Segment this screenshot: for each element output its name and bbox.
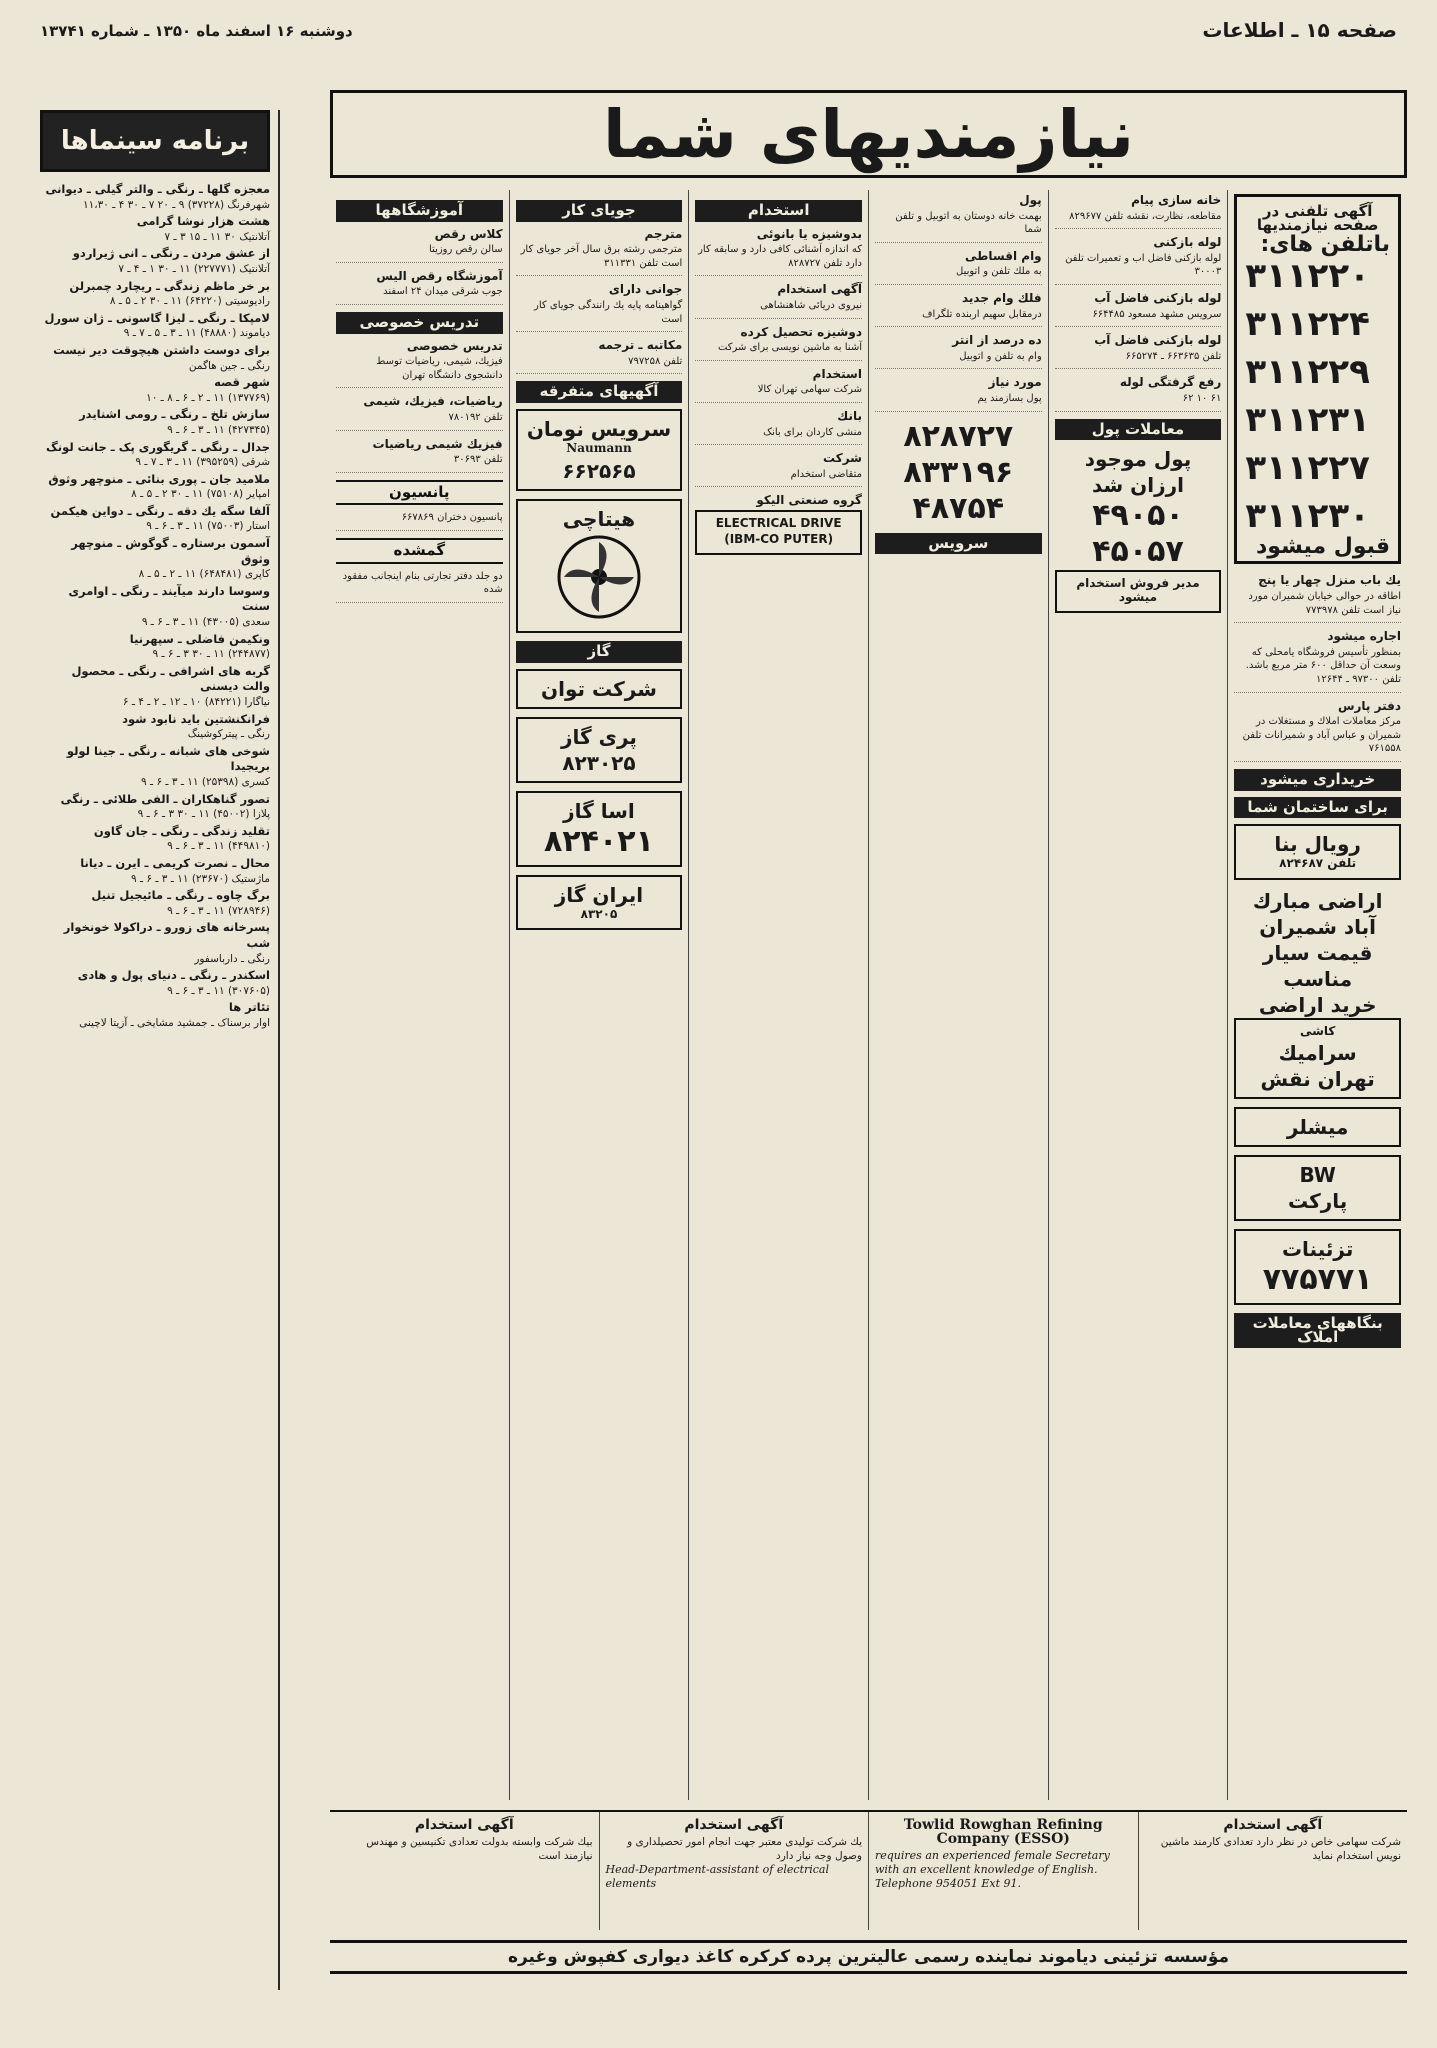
- col3-ads: [875, 194, 1042, 412]
- classified-ad-title: دفتر پارس: [1337, 698, 1401, 713]
- cinema-film-title: آلفا سگه یك دقه ـ رنگی ـ دواین هیکمن: [50, 503, 270, 518]
- classified-ad: [516, 339, 683, 374]
- cinema-showtimes: رنگی ـ جین هاگمن: [188, 359, 270, 372]
- cinema-entry: [40, 664, 270, 710]
- phone-box-accepted: قبول میشود: [1256, 533, 1390, 559]
- asa-gas-phone: ۸۲۴۰۲۱: [544, 823, 654, 859]
- running-head-page: صفحه ۱۵ ـ اطلاعات: [1202, 18, 1397, 42]
- cinema-showtimes: استار (۷۵۰۰۳) ۱۱ ـ ۳ ـ ۶ ـ ۹: [146, 520, 270, 533]
- cinema-column: [40, 110, 280, 1990]
- classified-ad-body: تلفن ۳۰۶۹۳: [453, 454, 503, 466]
- phone-number: ۳۱۱۲۲۹: [1245, 351, 1370, 392]
- col1-ads: [1234, 574, 1401, 762]
- classified-ad: [1055, 194, 1222, 229]
- cinema-film-title: جدال ـ رنگی ـ گریگوری پک ـ جانت لونگ: [46, 439, 270, 454]
- classified-ad-title: کلاس رقص: [434, 226, 503, 241]
- mischler-name: میشلر: [1286, 1115, 1349, 1140]
- phone-box-title: آگهی تلفنی در صفحه نیازمندیها: [1256, 202, 1379, 234]
- col6-ads: [336, 228, 503, 305]
- cinema-entry: [40, 744, 270, 790]
- cinema-entry: [40, 214, 270, 244]
- numan-name: سرویس نومان: [526, 416, 672, 441]
- classified-ad: [1234, 630, 1401, 692]
- numan-latin: Naumann: [566, 440, 632, 455]
- cinema-entry: [40, 407, 270, 437]
- cinema-film-title: سازش تلخ ـ رنگی ـ رومی اشنایدر: [79, 407, 270, 422]
- cinema-entry: [40, 632, 270, 662]
- tazinat-ad: [1234, 1229, 1401, 1305]
- cinema-film-title: فرانکنشتین باید نابود شود: [122, 711, 270, 726]
- mobarak-ad: اراضی مبارك آباد شمیران قیمت سیار مناسب: [1252, 888, 1383, 991]
- bottom-ads: [330, 1810, 1407, 1930]
- cinema-showtimes: (۴۲۷۳۴۵) ۱۱ ـ ۳ ـ ۶ ـ ۹: [167, 423, 270, 436]
- cinema-film-title: گربه های اشرافی ـ رنگی ـ محصول والت دیسنی: [71, 663, 270, 694]
- phone-number: ۳۱۱۲۳۱: [1245, 399, 1370, 440]
- tavan-ad: [516, 669, 683, 709]
- heading-private-tutoring: تدریس خصوصی: [336, 312, 503, 334]
- cinema-film-title: شهر قصه: [214, 375, 270, 390]
- classified-ad-body: مترجمی رشته برق سال آخر جویای کار است تلفن ۳۱۱۳۳۱: [520, 244, 683, 269]
- parket-ad: [1234, 1155, 1401, 1221]
- classified-ad: [875, 194, 1042, 243]
- column-real-estate: [1227, 190, 1407, 1800]
- phone-number-list: [1245, 252, 1390, 540]
- cinema-entry: [40, 311, 270, 341]
- classified-ad-body: مقاطعه، نظارت، نقشه تلفن ۸۲۹۶۷۷: [1069, 210, 1222, 222]
- classified-ad: [1234, 700, 1401, 762]
- classified-ad-body: منشی کاردان برای بانک: [763, 426, 862, 438]
- loan-number-a: ۸۲۸۷۲۷: [903, 418, 1014, 454]
- running-head-date: دوشنبه ۱۶ اسفند ماه ۱۳۵۰ ـ شماره ۱۳۷۴۱: [40, 22, 353, 40]
- classified-ad: [336, 270, 503, 305]
- money-number-b: ۴۵۰۵۷: [1092, 534, 1184, 570]
- heading-money: معاملات پول: [1055, 419, 1222, 441]
- cinema-showtimes: ماژستیک (۲۳۶۷۰) ۱۱ ـ ۳ ـ ۶ ـ ۹: [130, 872, 270, 885]
- classified-ad-title: خانه سازی پیام: [1131, 193, 1222, 207]
- classified-ad-body: تلفن ۷۸۰۱۹۲: [448, 411, 503, 423]
- classified-ad: [695, 410, 862, 445]
- classified-ad-body: نیروی دریائی شاهنشاهی: [760, 299, 862, 311]
- classified-ad: [875, 376, 1042, 411]
- cinema-entry: [40, 536, 270, 582]
- bottom-ad-b-head: آگهی استخدام: [684, 1817, 784, 1833]
- tavan-name: شرکت توان: [541, 676, 657, 701]
- electrical-drive-ad: [695, 510, 862, 555]
- cinema-showtimes: شهرفرنگ (۳۷۲۲۸) ۹ ـ ۲۰ ۷ ـ ۳۰ ۴ ـ ۱۱،۳۰: [82, 198, 270, 211]
- royal-bana-phone: تلفن ۸۲۴۶۸۷: [1279, 856, 1357, 871]
- bottom-ad-a-head: آگهی استخدام: [1223, 1817, 1323, 1833]
- classified-ad-body: لوله بازکنی فاضل اب و تعمیرات تلفن ۳۰۰۰۳: [1065, 252, 1222, 278]
- cinema-showtimes: رنگی ـ پیترکوشینگ: [187, 728, 270, 741]
- esso-body: requires an experienced female Secretary with an excellent knowledge of English. Telephone 954051 Ext 91.: [875, 1849, 1110, 1890]
- classified-ad-title: اجاره میشود: [1327, 629, 1401, 644]
- lost-ad: دو جلد دفتر تجارتی بنام اینجانب مفقود شده: [336, 570, 503, 603]
- cinema-showtimes: نیاگارا (۸۴۲۲۱) ۱۰ ـ ۱۲ ـ ۲ ـ ۴ ـ ۶: [122, 696, 270, 708]
- classified-ad-body: سرویس مشهد مسعود ۶۶۴۴۸۵: [1092, 308, 1222, 320]
- cinema-entry: [40, 888, 270, 918]
- cinema-entry: [40, 279, 270, 309]
- cinema-film-title: پسرخانه های زورو ـ دراکولا خونخوار شب: [63, 920, 270, 950]
- hitachi-name: هیتاچی: [562, 506, 636, 531]
- classified-ad-body: درمقابل سهیم اربنده تلگراف: [922, 308, 1042, 320]
- bottom-ad-a-body: شرکت سهامی خاص در نظر دارد تعدادی کارمند ماشین نویس استخدام نماید: [1160, 1836, 1401, 1862]
- classified-ad-title: لوله بازکنی فاضل آب: [1094, 290, 1222, 305]
- classified-ad-title: رفع گرفتگی لوله: [1119, 375, 1222, 390]
- classified-ad: [336, 395, 503, 430]
- cinema-entry: [40, 375, 270, 405]
- cinema-entry: [40, 968, 270, 998]
- heading-job-seekers: جویای کار: [516, 200, 683, 222]
- loan-number-c: ۴۸۷۵۴: [912, 490, 1005, 526]
- ceramic-tile: کاشی: [1299, 1023, 1336, 1038]
- electrical-drive: ELECTRICAL DRIVE: [715, 515, 842, 530]
- col2-ads: [1055, 194, 1222, 412]
- classified-ad: [1055, 334, 1222, 369]
- classified-ad-body: ۶۱ ۱۰ ۶۲: [1182, 392, 1222, 404]
- cinema-film-title: برای دوست داشتن هیچوقت دیر نیست: [53, 342, 270, 357]
- cinema-showtimes: آتلانتیک (۲۲۷۷۷۱) ۱۱ ـ ۳۰ ۱ ـ ۴ ـ ۷: [118, 262, 270, 275]
- phone-number: ۳۱۱۲۲۴: [1245, 303, 1370, 344]
- classified-ad-title: بدوشیزه یا بانوئی: [756, 226, 862, 241]
- cinema-entry: [40, 920, 270, 966]
- perry-gas-name: پری گاز: [561, 724, 637, 749]
- classified-ad-body: فیزیك، شیمی، ریاضیات توسط دانشجوی دانشگاه تهران: [376, 356, 503, 381]
- column-services: [1048, 190, 1228, 1800]
- classified-ad-body: متقاضی استخدام: [790, 468, 862, 480]
- numan-ad: [516, 409, 683, 491]
- classified-ad-title: شرکت: [823, 451, 862, 466]
- asa-gas-ad: [516, 791, 683, 867]
- heading-for-building: برای ساختمان شما: [1234, 797, 1401, 819]
- cinema-entry: [40, 246, 270, 276]
- cinema-showtimes: آتلانتیک ۳۰ ۱۱ ـ ۱۵ ۳ ـ ۷: [164, 230, 270, 243]
- ceramic-brand: تهران نقش: [1260, 1067, 1375, 1092]
- classified-ad-title: آگهی استخدام: [777, 282, 862, 297]
- cinema-film-title: ملامید جان ـ پوری بنائی ـ منوچهر وثوق: [48, 471, 270, 486]
- cinema-showtimes: (۱۳۷۷۶۹) ۱۱ ـ ۲ ـ ۶ ـ ۸ ـ ۱۰: [146, 391, 270, 404]
- classified-ad: [695, 368, 862, 403]
- classified-ad-body: که اندازه آشنائی کافی دارد و سابقه کار دارد تلفن ۸۲۸۷۲۷: [698, 244, 862, 269]
- head-department-ad: Head-Department-assistant of electrical elements: [605, 1863, 830, 1890]
- classifieds-section: [290, 90, 1407, 1970]
- classified-ad-body: اطاقه در حوالی خیابان شمیران مورد نیاز است تلفن ۷۷۳۹۷۸: [1248, 590, 1401, 616]
- cinema-entry: [40, 792, 270, 822]
- cinema-entry: [40, 182, 270, 212]
- alico-group: گروه صنعتی الیکو: [756, 493, 862, 508]
- hitachi-ad: [516, 499, 683, 634]
- col5-ads: [516, 228, 683, 375]
- classified-ad: [875, 292, 1042, 327]
- classified-ad: [1055, 292, 1222, 327]
- cinema-showtimes: (۴۴۹۸۱۰) ۱۱ ـ ۳ ـ ۶ ـ ۹: [167, 840, 270, 853]
- classified-ad: [336, 438, 503, 473]
- royal-bana-ad: [1234, 824, 1401, 880]
- classified-ad-title: استخدام: [812, 366, 862, 381]
- mischler-ad: [1234, 1107, 1401, 1147]
- pension-ad: پانسیون دختران ۶۶۷۸۶۹: [336, 511, 503, 531]
- classified-ad-title: لوله بازکنی فاضل آب: [1094, 333, 1222, 348]
- cinema-film-title: بر خر ماظم زندگی ـ ریچارد چمبرلن: [69, 278, 270, 293]
- heading-gas: گاز: [516, 641, 683, 663]
- classified-ad: [336, 228, 503, 263]
- classified-ad: [695, 326, 862, 361]
- phone-number: ۳۱۱۲۲۰: [1245, 255, 1370, 296]
- cinema-list: [40, 182, 270, 1030]
- classified-ad-title: فلك وام جدید: [961, 290, 1042, 305]
- classified-ad-title: مکاتبه ـ ترجمه: [598, 338, 683, 353]
- cinema-film-title: هشت هزار نوشا گرامی: [136, 214, 270, 229]
- classified-ad-body: جوب شرقی میدان ۲۴ اسفند: [383, 286, 503, 298]
- classified-columns: [330, 190, 1407, 1800]
- cinema-showtimes: پلازا (۴۵۰۰۲) ۱۱ ـ ۳۰ ۳ ـ ۶ ـ ۹: [137, 808, 270, 821]
- classified-ad: [1234, 574, 1401, 623]
- classified-ad-body: گواهینامه پایه یك رانندگی جویای کار است: [534, 299, 683, 325]
- classified-ad-title: وام اقساطی: [964, 248, 1042, 263]
- cinema-film-title: محال ـ نصرت کریمی ـ ایرن ـ دیانا: [80, 855, 270, 870]
- cinema-entry: [40, 1000, 270, 1030]
- col4-ads: [695, 228, 862, 488]
- classified-ad-title: بانك: [837, 408, 862, 423]
- heading-schools: آموزشگاهها: [336, 200, 503, 222]
- cinema-film-title: ونکیمن فاضلی ـ سپهرنیا: [129, 631, 270, 646]
- cinema-entry: [40, 472, 270, 502]
- column-job-seekers: [509, 190, 689, 1800]
- masthead-title: نیازمندیهای شما: [603, 95, 1134, 173]
- heading-lost: گمشده: [336, 538, 503, 564]
- iran-gas-name: ایران گاز: [554, 882, 644, 907]
- cinema-showtimes: (۲۴۴۸۷۷) ۱۱ ـ ۳۰ ۳ ـ ۶ ـ ۹: [152, 648, 270, 661]
- arzan-shod: ارزان شد: [1091, 473, 1184, 498]
- parket-name: پارکت: [1287, 1189, 1348, 1214]
- classified-ad-title: مورد نیاز: [988, 375, 1042, 390]
- heading-pension: پانسیون: [336, 480, 503, 506]
- kharid-ad: خرید اراضی: [1258, 992, 1377, 1017]
- classified-ad: [1055, 376, 1222, 411]
- iran-gas-phone: ۸۳۲۰۵: [580, 906, 618, 921]
- classified-ad-title: لوله بازکنی: [1153, 235, 1222, 250]
- cinema-showtimes: (۷۲۸۹۴۶) ۱۱ ـ ۳ ـ ۶ ـ ۹: [167, 904, 270, 917]
- phone-number: ۳۱۱۲۳۰: [1245, 495, 1370, 536]
- cinema-film-title: آسمون برستاره ـ گوگوش ـ منوچهر وثوق: [71, 536, 270, 566]
- cinema-showtimes: دیاموند (۴۸۸۸۰) ۱۱ ـ ۳ ـ ۵ ـ ۷ ـ ۹: [123, 327, 270, 340]
- heading-employment: استخدام: [695, 200, 862, 222]
- cinema-showtimes: سعدی (۴۳۰۰۵) ۱۱ ـ ۳ ـ ۶ ـ ۹: [141, 616, 270, 629]
- classified-ad-title: دوشیزه تحصیل کرده: [740, 324, 862, 339]
- asa-gas-name: اسا گاز: [563, 798, 635, 823]
- heading-service: سرویس: [875, 533, 1042, 555]
- cinema-film-title: شوخی های شبانه ـ رنگی ـ جینا لولو بریجیدا: [66, 743, 270, 774]
- classified-ad-body: سالن رقص روزیتا: [429, 244, 503, 256]
- loan-number-b: ۸۳۳۱۹۶: [903, 454, 1014, 490]
- cinema-showtimes: (۳۰۷۶۰۵) ۱۱ ـ ۳ ـ ۶ ـ ۹: [167, 984, 270, 997]
- sales-manager-title: مدیر فروش استخدام میشود: [1076, 576, 1200, 604]
- classified-ad-body: وام به تلفن و اتوبیل: [959, 350, 1042, 362]
- classified-ad: [516, 228, 683, 277]
- classified-ad-title: آموزشگاه رقص الیس: [376, 268, 503, 283]
- numan-phone: ۶۶۲۵۶۵: [562, 458, 636, 483]
- classified-ad-body: شرکت سهامی تهران کالا: [757, 384, 862, 396]
- cinema-film-title: تئاتر ها: [228, 1000, 270, 1015]
- cinema-showtimes: شرقی (۳۹۵۲۵۹) ۱۱ ـ ۳ ـ ۷ ـ ۹: [135, 456, 270, 469]
- cinema-entry: [40, 712, 270, 742]
- classified-ad-title: جوانی دارای: [608, 282, 683, 297]
- cinema-film-title: تقلید زندگی ـ رنگی ـ جان گاون: [93, 823, 270, 838]
- classified-ad: [695, 283, 862, 318]
- cinema-showtimes: کسری (۲۵۳۹۸) ۱۱ ـ ۳ ـ ۶ ـ ۹: [141, 775, 270, 788]
- cinema-film-title: از عشق مردن ـ رنگی ـ انی ژیراردو: [72, 246, 270, 261]
- cinema-entry: [40, 504, 270, 534]
- perry-gas-phone: ۸۲۳۰۲۵: [562, 750, 636, 775]
- cinema-showtimes: رنگی ـ دارباسفور: [194, 952, 270, 965]
- bottom-ad-c-body: بیك شرکت وابسته بدولت تعدادی تکنیسین و مهندس نیازمند است: [366, 1836, 593, 1862]
- perry-gas-ad: [516, 717, 683, 783]
- classified-ad-title: ریاضیات، فیزیك، شیمی: [363, 394, 503, 409]
- column-employment: [688, 190, 868, 1800]
- column-schools: [330, 190, 509, 1800]
- classified-ad: [875, 334, 1042, 369]
- cinema-entry: [40, 440, 270, 470]
- heading-agencies: بنگاههای معاملات املاک: [1234, 1313, 1401, 1348]
- bw-logo: BW: [1299, 1163, 1336, 1188]
- pool-mojud: پول موجود: [1084, 447, 1192, 472]
- phone-box-label: باتلفن های:: [1260, 232, 1390, 258]
- cinema-film-title: لامپکا ـ رنگی ـ لیزا گاسونی ـ ژان سورل: [44, 310, 270, 325]
- classified-ad: [336, 340, 503, 389]
- classified-ad-body: بهمت خانه دوستان به اتوبیل و تلفن شما: [895, 210, 1042, 236]
- classified-ad-title: یك باب منزل چهار یا پنج: [1258, 573, 1401, 588]
- cinema-showtimes: رادیوسیتی (۶۴۲۲۰) ۱۱ ـ ۳۰ ۲ ـ ۵ ـ ۸: [109, 295, 270, 308]
- cinema-showtimes: کاپری (۶۴۸۴۸۱) ۱۱ ـ ۲ ـ ۵ ـ ۸: [138, 568, 270, 581]
- cinema-showtimes: اوار برسناک ـ جمشید مشایخی ـ آزیتا لاچینی: [79, 1016, 270, 1029]
- ibm-computer: (IBM-CO PUTER): [724, 531, 834, 546]
- cinema-entry: [40, 584, 270, 630]
- bottom-ad-b: [599, 1812, 869, 1930]
- esso-ad: [868, 1812, 1138, 1930]
- tazinat-phone: ۷۷۵۷۷۱: [1262, 1262, 1373, 1298]
- esso-head: Towlid Rowghan Refining Company (ESSO): [903, 1817, 1103, 1847]
- bottom-ad-c: [330, 1812, 599, 1930]
- classified-ad-title: تدریس خصوصی: [406, 338, 503, 353]
- classified-ad-title: پول: [1019, 193, 1042, 207]
- royal-bana-name: رویال بنا: [1274, 832, 1361, 857]
- classified-ad-title: ده درصد از انتر: [952, 333, 1042, 348]
- ceramic-ad: [1234, 1018, 1401, 1100]
- bottom-ad-b-body: يك شرکت تولیدی معتبر جهت انجام امور تحصیلداری و وصول وجه نیاز دارد: [627, 1836, 862, 1862]
- col6-ads-tutoring: [336, 340, 503, 473]
- iran-gas-ad: [516, 875, 683, 931]
- footer-banner: مؤسسه تزئینی دیاموند نماینده رسمی عالیترین پرده کرکره کاغذ دیواری کفپوش وغیره: [330, 1940, 1407, 1974]
- column-loans: [868, 190, 1048, 1800]
- cinema-showtimes: امپایر (۷۵۱۰۸) ۱۱ ـ ۳۰ ۲ ـ ۵ ـ ۸: [131, 488, 270, 501]
- phone-ad-box: [1234, 194, 1401, 564]
- sales-manager-ad: [1055, 570, 1222, 613]
- cinema-film-title: وسوسا دارند میآیند ـ رنگی ـ اوامری سنت: [68, 583, 270, 614]
- fan-icon: [554, 532, 644, 622]
- classified-ad: [695, 452, 862, 487]
- classified-ad: [516, 283, 683, 332]
- classified-ad-body: پول بسازمند یم: [977, 392, 1042, 404]
- cinema-film-title: معجزه گلها ـ رنگی ـ والتر گیلی ـ دیوانی: [45, 182, 270, 196]
- classified-ad: [875, 250, 1042, 285]
- cinema-film-title: تصور گناهکاران ـ الفی طلائی ـ رنگی: [60, 791, 270, 806]
- classified-ad-body: تلفن ۶۶۳۶۳۵ ـ ۶۶۵۲۷۴: [1125, 350, 1222, 362]
- phone-number: ۳۱۱۲۲۷: [1245, 447, 1370, 488]
- classified-ad-title: فیزیك شیمی ریاضیات: [372, 436, 503, 451]
- cinema-film-title: برگ چاوه ـ رنگی ـ مائیجیل تنیل: [91, 888, 270, 903]
- cinema-film-title: اسکندر ـ رنگی ـ دنیای پول و هادی: [77, 968, 270, 983]
- cinema-entry: [40, 824, 270, 854]
- classified-ad-body: آشنا به ماشین نویسی برای شرکت: [717, 342, 862, 354]
- cinema-entry: [40, 856, 270, 886]
- section-masthead: [330, 90, 1407, 178]
- money-number-a: ۴۹۰۵۰: [1092, 498, 1184, 534]
- heading-wanted: خریداری میشود: [1234, 769, 1401, 791]
- cinema-entry: [40, 343, 270, 373]
- cinema-banner: برنامه سینماها: [40, 110, 270, 172]
- classified-ad-title: مترجم: [644, 226, 683, 241]
- tazinat-name: تزئینات: [1281, 1237, 1354, 1262]
- bottom-ad-c-head: آگهی استخدام: [414, 1817, 514, 1833]
- classified-ad-body: به ملك تلفن و اتوبیل: [956, 266, 1042, 278]
- heading-misc: آگهیهای متفرقه: [516, 381, 683, 403]
- classified-ad: [695, 228, 862, 277]
- classified-ad: [1055, 236, 1222, 285]
- classified-ad-body: مرکز معاملات املاك و مستغلات در شمیران و عباس آباد و شمیرانات تلفن ۷۶۱۵۵۸: [1242, 716, 1401, 755]
- ceramic-name: سرامیك: [1278, 1041, 1357, 1066]
- classified-ad-body: بمنظور تأسیس فروشگاه یامحلی که وسعت آن حداقل ۶۰۰ متر مربع باشد. تلفن ۹۷۳۰۰ ـ ۱۲۶۴۴: [1245, 646, 1401, 685]
- bottom-ad-a: [1138, 1812, 1408, 1930]
- classified-ad-body: تلفن ۷۹۷۲۵۸: [628, 355, 683, 367]
